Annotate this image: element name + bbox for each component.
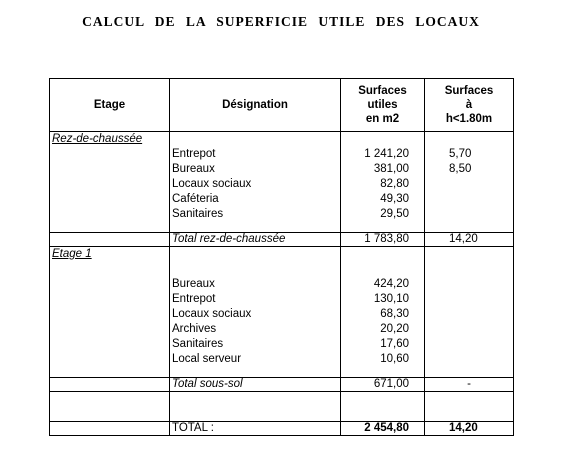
designation-cell: Caféteria: [170, 192, 341, 207]
designation-cell: Locaux sociaux: [170, 177, 341, 192]
surface-utile-cell: 1 241,20: [341, 147, 425, 162]
surface-h-cell: 8,50: [425, 162, 514, 177]
header-surfaces-h: [425, 79, 514, 132]
designation-cell: Bureaux: [170, 277, 341, 292]
designation-cell: Entrepot: [170, 147, 341, 162]
surface-utile-cell: 10,60: [341, 352, 425, 367]
surface-utile-cell: 68,30: [341, 307, 425, 322]
header-su-line3: en m2: [365, 113, 400, 125]
grand-total-row: [50, 422, 514, 436]
header-etage: Etage: [50, 79, 170, 132]
header-su-line1: Surfaces: [358, 85, 407, 97]
table-row: [50, 262, 514, 277]
header-sh-line2: à: [465, 99, 473, 111]
total-h-etage1: -: [425, 378, 514, 392]
header-designation: Désignation: [170, 79, 341, 132]
total-label-etage1: Total sous-sol: [170, 378, 341, 392]
section-row-etage1: [50, 247, 514, 263]
surface-utile-cell: 17,60: [341, 337, 425, 352]
section-row-rdc: [50, 132, 514, 148]
surface-utile-cell: 82,80: [341, 177, 425, 192]
header-su-line2: utiles: [367, 99, 398, 111]
grand-total-h: 14,20: [425, 422, 514, 436]
designation-cell: Sanitaires: [170, 337, 341, 352]
total-label-rdc: Total rez-de-chaussée: [170, 233, 341, 247]
grand-total-label: TOTAL :: [170, 422, 341, 436]
surface-h-cell: [425, 322, 514, 337]
table-row: [50, 307, 514, 322]
designation-cell: Local serveur: [170, 352, 341, 367]
table-row: [50, 177, 514, 192]
surface-utile-cell: 29,50: [341, 207, 425, 222]
table-row: [50, 337, 514, 352]
designation-cell: Archives: [170, 322, 341, 337]
designation-cell: Locaux sociaux: [170, 307, 341, 322]
table-row: [50, 322, 514, 337]
header-sh-line3: h<1.80m: [445, 113, 493, 125]
total-utile-rdc: 1 783,80: [341, 233, 425, 247]
designation-cell: Entrepot: [170, 292, 341, 307]
document-title: CALCUL DE LA SUPERFICIE UTILE DES LOCAUX: [82, 14, 480, 29]
surface-h-cell: 5,70: [425, 147, 514, 162]
surface-h-cell: [425, 352, 514, 367]
surface-utile-cell: 130,10: [341, 292, 425, 307]
surface-h-cell: [425, 192, 514, 207]
section-label-etage1: Etage 1: [50, 247, 170, 263]
total-utile-etage1: 671,00: [341, 378, 425, 392]
surface-h-cell: [425, 177, 514, 192]
table-row: [50, 162, 514, 177]
empty-row: [50, 392, 514, 422]
surface-h-cell: [425, 292, 514, 307]
surface-utile-cell: 49,30: [341, 192, 425, 207]
table-row: [50, 192, 514, 207]
surface-utile-cell: 20,20: [341, 322, 425, 337]
table-row: [50, 352, 514, 367]
surface-table: [49, 78, 514, 436]
surface-utile-cell: 381,00: [341, 162, 425, 177]
section-label-rdc: Rez-de-chaussée: [50, 132, 170, 148]
designation-cell: Sanitaires: [170, 207, 341, 222]
grand-total-utile: 2 454,80: [341, 422, 425, 436]
surface-h-cell: [425, 337, 514, 352]
designation-cell: Bureaux: [170, 162, 341, 177]
table-header-row: [50, 79, 514, 132]
total-row-etage1: [50, 378, 514, 392]
table-row: [50, 292, 514, 307]
table-row: [50, 147, 514, 162]
header-sh-line1: Surfaces: [444, 85, 494, 97]
surface-h-cell: [425, 277, 514, 292]
header-surfaces-utiles: [341, 79, 425, 132]
table-row: [50, 207, 514, 222]
total-h-rdc: 14,20: [425, 233, 514, 247]
table-row: [50, 277, 514, 292]
surface-utile-cell: 424,20: [341, 277, 425, 292]
surface-h-cell: [425, 307, 514, 322]
surface-h-cell: [425, 207, 514, 222]
total-row-rdc: [50, 233, 514, 247]
